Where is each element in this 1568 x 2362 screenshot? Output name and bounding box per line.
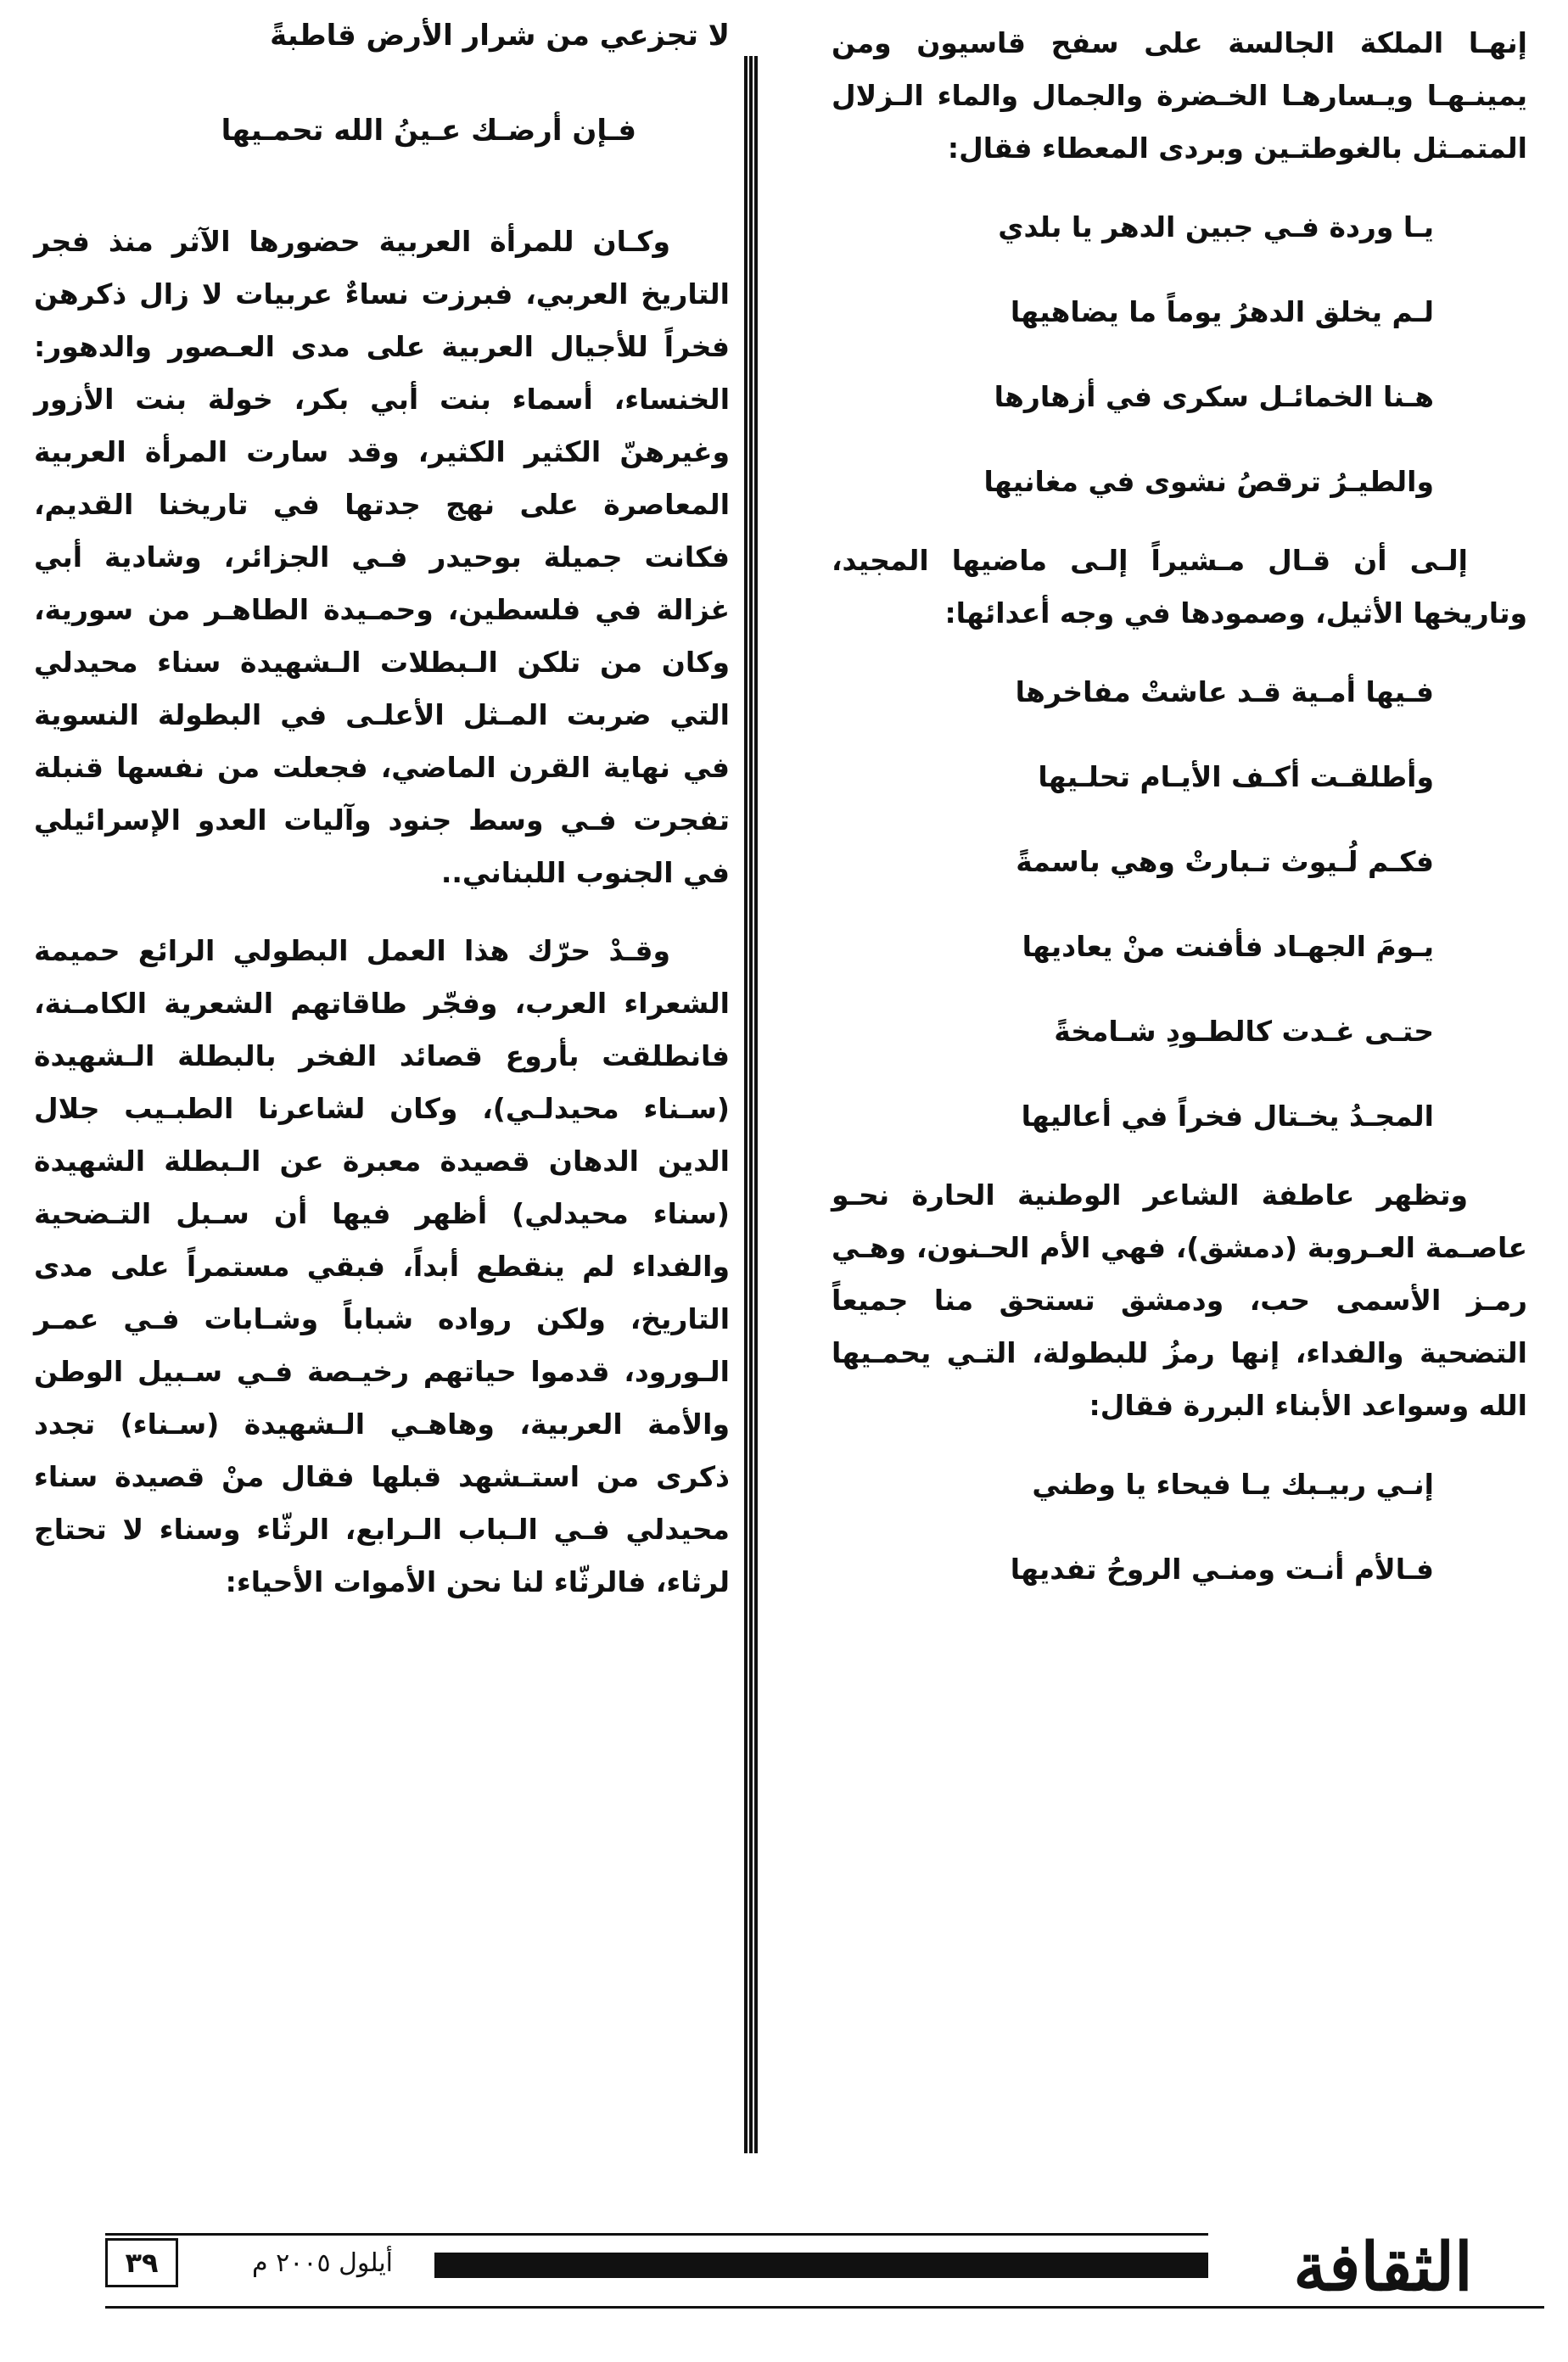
verse-line: يـا وردة فـي جبين الدهر يا بلدي	[998, 210, 1434, 243]
verse-line: لا تجزعي من شرار الأرض قاطبةً	[270, 19, 730, 53]
left-column	[34, 17, 730, 1634]
verse-block-1	[832, 209, 1527, 501]
verse-line: فكـم لُـيوث تـبارتْ وهي باسمةً	[1016, 845, 1434, 878]
right-paragraph-1: إنهـا الملكة الجالسة على سفح قاسيون ومن يمينـهـا ويـسارهـا الخـضرة والجمال والماء الـزلال المتمـثل بالغوطتـين وبردى المعطاء فقال:	[832, 26, 1527, 165]
verse-line: فـالأم أنـت ومنـي الروحُ تفديها	[1010, 1553, 1434, 1586]
footer-black-bar	[434, 2253, 1208, 2278]
column-divider	[744, 56, 758, 2153]
verse-line: والطيـرُ ترقصُ نشوى في مغانيها	[983, 465, 1434, 498]
verse-line: هـنا الخمائـل سكرى في أزهارها	[994, 380, 1434, 413]
verse-line: حتـى غـدت كالطـودِ شـامخةً	[1054, 1015, 1434, 1048]
verse-block-3	[832, 1466, 1527, 1588]
left-paragraph-1: وكـان للمرأة العربية حضورها الآثر منذ فجر التاريخ العربي، فبرزت نساءٌ عربيات لا زال ذكرهن فخراً للأجيال العربية على مدى العـصور والدهور: الخنساء، أسماء بنت أبي بكر، خولة بنت الأزور وغيرهنّ الكثير الكثير، وقد سارت المرأة العربية المعاصرة على نهج جدتها في تاريخنا القديم، فكانت جميلة بوحيدر فـي الجزائر، وشادية أبي غزالة في فلسطين، وحمـيدة الطاهـر من سورية، وكان من تلكن الـبطلات الـشهيدة سناء محيدلي التي ضربت المـثل الأعلـى في البطولة النسوية في نهاية القرن الماضي، فجعلت من نفسها قنبلة تفجرت فـي وسط جنود وآليات العدو الإسرائيلي في الجنوب اللبناني..	[34, 225, 730, 889]
right-paragraph-3: وتظهر عاطفة الشاعر الوطنية الحارة نحـو عاصـمة العـروبة (دمشق)، فهي الأم الحـنون، وهـي رمـز الأسمى حب، ودمشق تستحق منا جميعاً التضحية والفداء، إنها رمزُ للبطولة، التـي يحمـيها الله وسواعد الأبناء البررة فقال:	[832, 1178, 1527, 1422]
magazine-logo: الثقافة	[1293, 2229, 1473, 2306]
verse-line: فـإن أرضـك عـينُ الله تحمـيها	[221, 114, 636, 148]
verse-line: يـومَ الجهـاد فأفنت منْ يعاديها	[1022, 930, 1434, 963]
right-paragraph-2: إلـى أن قـال مـشيراً إلـى ماضيها المجيد، وتاريخها الأثيل، وصمودها في وجه أعدائها:	[832, 544, 1527, 630]
verse-line: فـيها أمـية قـد عاشتْ مفاخرها	[1015, 675, 1434, 708]
verse-block-2	[832, 674, 1527, 1135]
right-column	[832, 17, 1527, 1622]
issue-date: أيلول ٢٠٠٥ م	[251, 2248, 394, 2278]
verse-line: وأطلقـت أكـف الأيـام تحلـيها	[1038, 760, 1434, 793]
left-paragraph-2: وقـدْ حرّك هذا العمل البطولي الرائع حميمة الشعراء العرب، وفجّر طاقاتهم الشعرية الكامـنة، فانطلقت بأروع قصائد الفخر بالبطلة الـشهيدة (سـناء محيدلـي)، وكان لشاعرنا الطبـيب جلال الدين الدهان قصيدة معبرة عن الـبطلة الشهيدة (سناء محيدلي) أظهر فيها أن سـبل التـضحية والفداء لم ينقطع أبداً، فبقي مستمراً على مدى التاريخ، ولكن رواده شباباً وشـابات فـي عمـر الـورود، قدموا حياتهم رخيـصة فـي سـبيل الوطن والأمة العربية، وهاهـي الـشهيدة (سـناء) تجدد ذكرى من استـشهد قبلها فقال منْ قصيدة سناء محيدلي فـي الـباب الـرابع، الرثّاء وسناء لا تحتاج لرثاء، فالرثّاء لنا نحن الأموات الأحياء:	[34, 934, 730, 1598]
footer-rule-top	[105, 2233, 1208, 2236]
verse-line: إنـي ربيـبك يـا فيحاء يا وطني	[1032, 1468, 1434, 1501]
verse-line: لـم يخلق الدهرُ يوماً ما يضاهيها	[1010, 295, 1434, 328]
page-number: ٣٩	[105, 2238, 178, 2287]
verse-line: المجـدُ يخـتال فخراً في أعاليها	[1021, 1100, 1434, 1133]
